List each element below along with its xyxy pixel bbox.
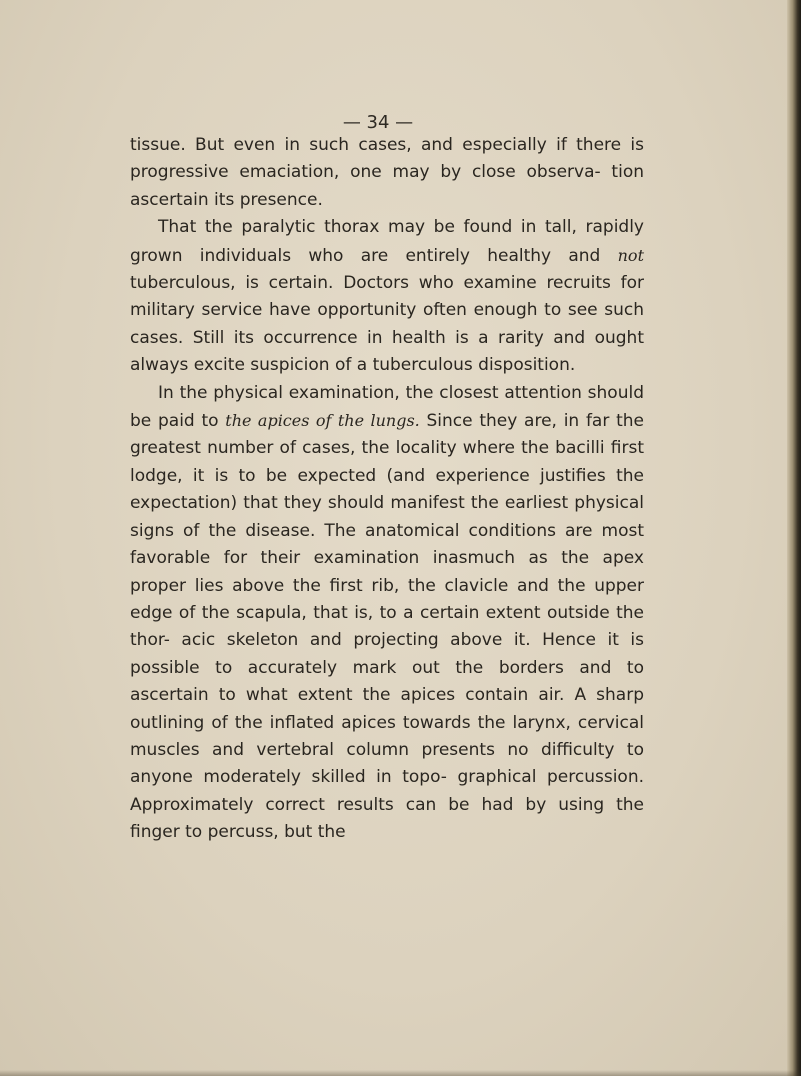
paragraph-1: tissue. But even in such cases, and especially if there is progressive emaciation, one may by close observa- tion ascertain its presence. [130,135,644,210]
paragraph-3-text-end: Since they are, in far the greatest number of cases, the locality where the bacilli first lodge, it is to be expected (and experience justifies the expectation) that they should manifest the earliest physical signs of the disease. The anatomical conditions are most favorable for their examination inasmuch as the apex proper lies above the first rib, the clavicle and the upper edge of the scapula, that is, to a certain extent outside the thor- acic skeleton and projecting above it. Hence it is possible to accurately mark out the borders and to ascertain to what extent the apices contain air. A sharp outlining of the inflated apices towards the larynx, cervical muscles and vertebral column presents no difficulty to anyone moderately skilled in topo- graphical percussion. Approximately correct results can be had by using the finger to percuss, but the [130,411,644,843]
paragraph-3-text-start: In the physical examination, the closest attention should be paid to [130,382,644,432]
body-text [130,132,644,847]
page-number: — 34 — [342,112,414,133]
paragraph-2 [130,214,644,379]
paragraph-2-emphasis: not [617,245,644,265]
paragraph-2-text-start: That the paralytic thorax may be found in tall, rapidly grown individuals who are entirely healthy and [130,217,644,266]
paragraph-3 [130,380,644,847]
paragraph-3-emphasis: the apices of the lungs. [225,411,420,431]
page-edge-shadow [787,0,801,1076]
page-bottom-shadow [0,1070,801,1076]
paragraph-2-text-end: tuberculous, is certain. Doctors who examine recruits for military service have opportunity often enough to see such cases. Still its occurrence in health is a rarity and ought always excite suspicion of a tuberculous disposition. [130,273,644,376]
